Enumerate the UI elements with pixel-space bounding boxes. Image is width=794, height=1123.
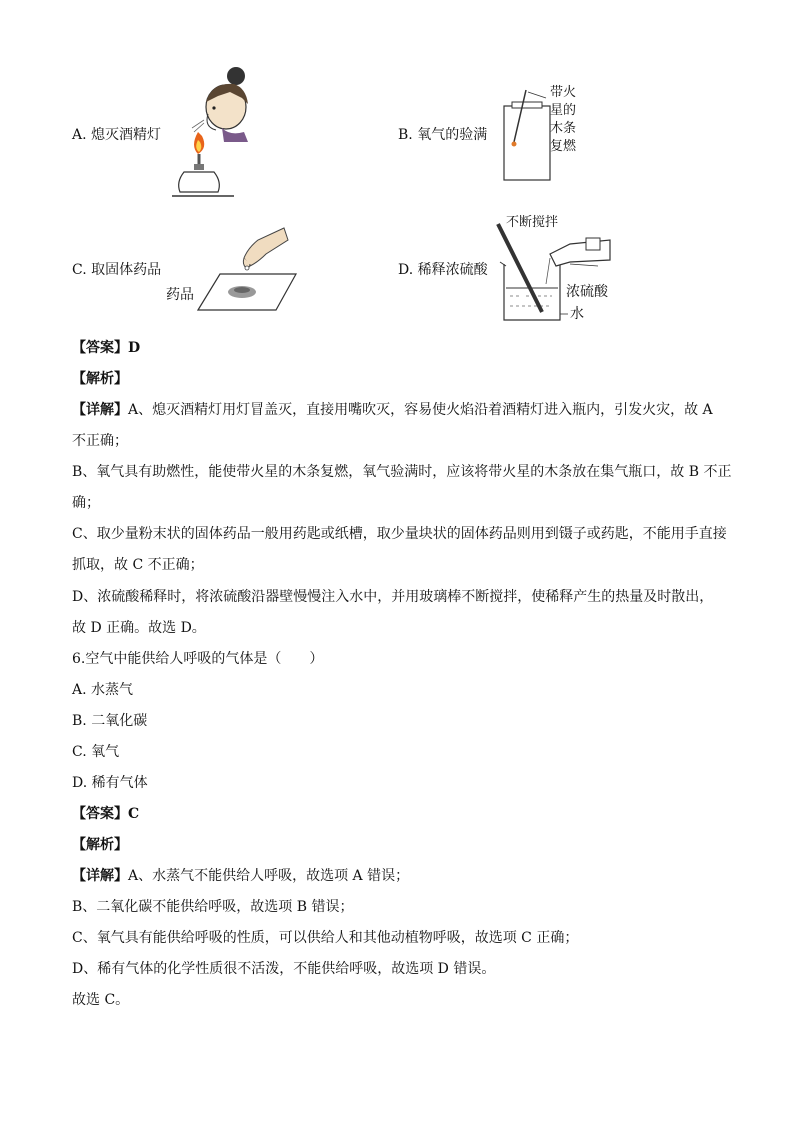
q5-text: A、熄灭酒精灯用灯冒盖灭，直接用嘴吹灭，容易使火焰沿着酒精灯进入瓶内，引发火灾，故 A — [128, 402, 713, 418]
detail-tag: 【详解】 — [72, 402, 128, 418]
fig-b-label-2: 星的 — [550, 103, 577, 118]
q5-line-7: D、浓硫酸稀释时，将浓硫酸沿器壁慢慢注入水中，并用玻璃棒不断搅拌，使稀释产生的热量及时散出， — [72, 589, 714, 605]
fig-d-label-water: 水 — [570, 306, 584, 322]
q6-option-c: C. 氧气 — [72, 744, 120, 760]
answer-tag: 【答案】 — [72, 340, 128, 356]
q5-line-1 — [72, 400, 713, 420]
q6-answer: C — [128, 806, 140, 822]
q6-answer-row — [72, 804, 139, 824]
q5-line-5: C、取少量粉末状的固体药品一般用药匙或纸槽，取少量块状的固体药品则用到镊子或药匙，不能用手直接 — [72, 526, 727, 542]
q6-line-5: 故选 C。 — [72, 992, 130, 1008]
detail-tag: 【详解】 — [72, 868, 128, 884]
q6-line-1 — [72, 866, 409, 886]
q5-line-3: B、氧气具有助燃性，能使带火星的木条复燃，氧气验满时，应该将带火星的木条放在集气瓶口，故 B 不正 — [72, 464, 732, 480]
q5-answer: D — [128, 340, 141, 356]
fig-b-label-3: 木条 — [550, 121, 577, 136]
q6-line-2: B、二氧化碳不能供给呼吸，故选项 B 错误； — [72, 899, 354, 915]
q5-line-2: 不正确； — [72, 433, 128, 449]
option-d-label: D. 稀释浓硫酸 — [398, 262, 488, 278]
q6-line-3: C、氧气具有能供给呼吸的性质，可以供给人和其他动植物呼吸，故选项 C 正确； — [72, 930, 579, 946]
fig-d-label-acid: 浓硫酸 — [566, 284, 608, 300]
q5-line-4: 确； — [72, 495, 100, 511]
fig-b-label-1: 带火 — [550, 85, 577, 100]
taking-solid-drug-figure — [192, 218, 302, 314]
fig-b-label-4: 复燃 — [550, 139, 577, 154]
fig-d-label-stir: 不断搅拌 — [506, 215, 559, 230]
q6-text: A、水蒸气不能供给人呼吸，故选项 A 错误； — [128, 868, 410, 884]
q6-option-b: B. 二氧化碳 — [72, 713, 148, 729]
q6-line-4: D、稀有气体的化学性质很不活泼，不能供给呼吸，故选项 D 错误。 — [72, 961, 496, 977]
q6-option-a: A. 水蒸气 — [72, 682, 134, 698]
answer-tag: 【答案】 — [72, 806, 128, 822]
option-a-label: A. 熄灭酒精灯 — [72, 127, 162, 143]
q6-question: 6.空气中能供给人呼吸的气体是（ ） — [72, 651, 324, 667]
q6-option-d: D. 稀有气体 — [72, 775, 148, 791]
blowing-out-lamp-figure — [164, 62, 264, 202]
fig-c-label: 药品 — [166, 287, 194, 303]
option-c-label: C. 取固体药品 — [72, 262, 162, 278]
option-b-label: B. 氧气的验满 — [398, 127, 488, 143]
q5-line-6: 抓取，故 C 不正确； — [72, 557, 204, 573]
analysis-tag: 【解析】 — [72, 371, 128, 387]
q5-answer-row — [72, 338, 140, 358]
q5-line-8: 故 D 正确。故选 D。 — [72, 620, 206, 636]
analysis-tag: 【解析】 — [72, 837, 128, 853]
